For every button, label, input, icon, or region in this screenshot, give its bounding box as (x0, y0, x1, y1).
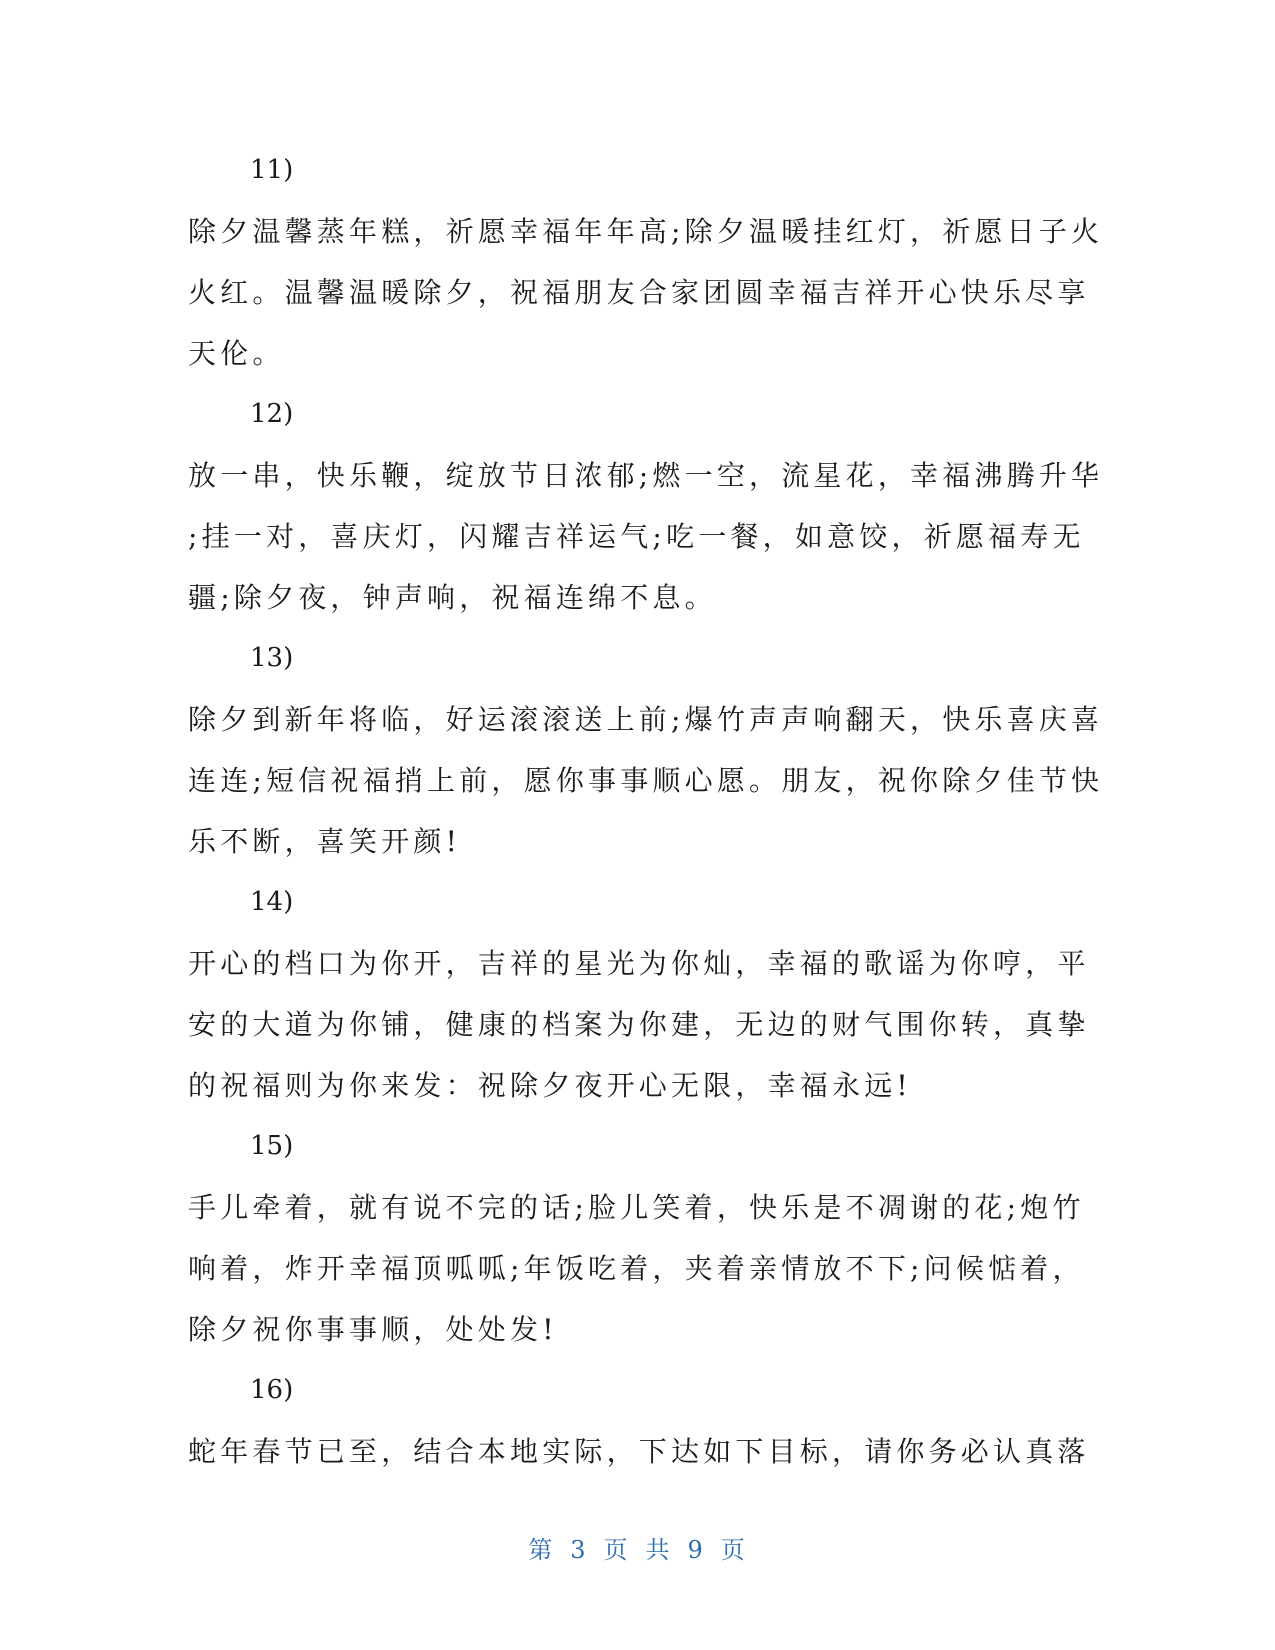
paragraph (188, 689, 1104, 872)
paragraph-line: 火红。温馨温暖除夕，祝福朋友合家团圆幸福吉祥开心快乐尽享 (188, 276, 1090, 309)
paragraph-line: 天伦。 (188, 337, 285, 370)
footer-total-word: 共 (645, 1536, 672, 1564)
footer-suffix: 页 (720, 1536, 747, 1564)
footer-total-pages: 9 (687, 1536, 705, 1564)
paragraph (188, 933, 1090, 1116)
paragraph-line: 手儿牵着，就有说不完的话;脸儿笑着，快乐是不凋谢的花;炮竹 (188, 1191, 1085, 1224)
paragraph-line: 安的大道为你铺，健康的档案为你建，无边的财气围你转，真挚 (188, 1008, 1090, 1041)
paragraph-line: 除夕温馨蒸年糕，祈愿幸福年年高;除夕温暖挂红灯，祈愿日子火 (188, 215, 1104, 248)
item-number: 11) (250, 155, 294, 185)
paragraph-line: 乐不断，喜笑开颜! (188, 825, 462, 858)
paragraph-line: 开心的档口为你开，吉祥的星光为你灿，幸福的歌谣为你哼，平 (188, 947, 1090, 980)
paragraph (188, 445, 1104, 628)
document-body (188, 140, 1104, 1482)
paragraph-line: 的祝福则为你来发：祝除夕夜开心无限，幸福永远! (188, 1069, 912, 1102)
paragraph-line: ;挂一对，喜庆灯，闪耀吉祥运气;吃一餐，如意饺，祈愿福寿无 (188, 520, 1085, 553)
item-number: 13) (250, 643, 294, 673)
footer-page-word: 页 (603, 1536, 630, 1564)
paragraph-line: 响着，炸开幸福顶呱呱;年饭吃着，夹着亲情放不下;问候惦着， (188, 1252, 1085, 1285)
paragraph-line: 蛇年春节已至，结合本地实际，下达如下目标，请你务必认真落 (188, 1435, 1090, 1468)
item-number: 16) (250, 1375, 294, 1405)
paragraph (188, 201, 1104, 384)
paragraph-line: 除夕祝你事事顺，处处发! (188, 1313, 558, 1346)
paragraph-line: 放一串，快乐鞭，绽放节日浓郁;燃一空，流星花，幸福沸腾升华 (188, 459, 1104, 492)
paragraph-line: 除夕到新年将临，好运滚滚送上前;爆竹声声响翻天，快乐喜庆喜 (188, 703, 1104, 736)
page-footer (0, 1530, 1275, 1565)
paragraph-line: 连连;短信祝福捎上前，愿你事事顺心愿。朋友，祝你除夕佳节快 (188, 764, 1104, 797)
item-number: 14) (250, 887, 294, 917)
item-number: 15) (250, 1131, 294, 1161)
footer-current-page: 3 (570, 1536, 588, 1564)
paragraph (188, 1177, 1085, 1360)
paragraph-line: 疆;除夕夜，钟声响，祝福连绵不息。 (188, 581, 717, 614)
footer-prefix: 第 (528, 1536, 555, 1564)
paragraph (188, 1421, 1090, 1482)
item-number: 12) (250, 399, 294, 429)
